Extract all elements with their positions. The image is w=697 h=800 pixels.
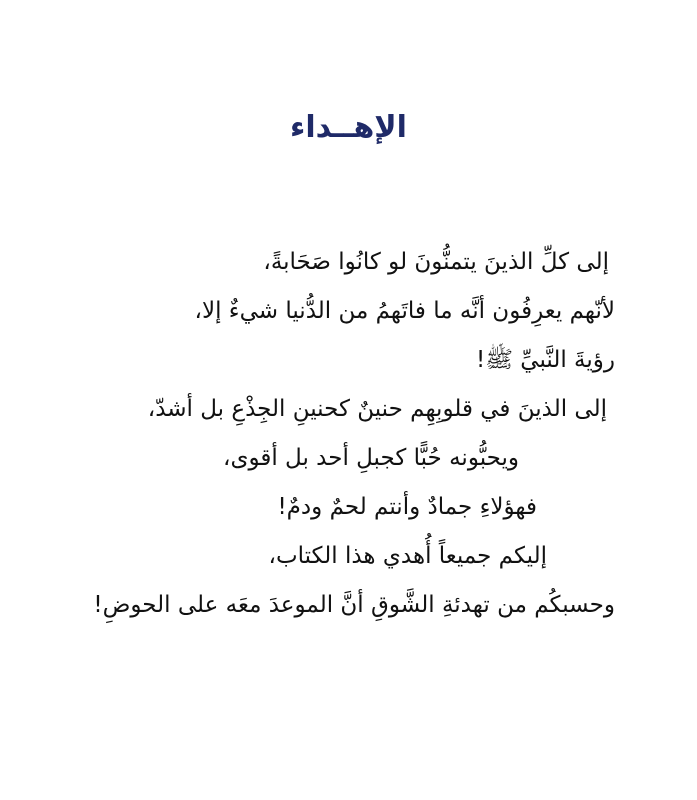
dedication-line: فهؤلاءِ جمادٌ وأنتم لحمٌ ودمٌ! <box>277 494 537 520</box>
page-title: الإهــداء <box>290 110 407 145</box>
dedication-line: وحسبكُم من تهدئةِ الشَّوقِ أنَّ الموعدَ معَه على الحوضِ! <box>93 592 615 618</box>
dedication-line: لأنّهم يعرِفُون أنَّه ما فاتَهمُ من الدُّنيا شيءٌ إلا، <box>194 298 615 324</box>
dedication-line: رؤيةَ النَّبيِّ ﷺ! <box>475 347 615 373</box>
dedication-line: إليكم جميعاً أُهدي هذا الكتاب، <box>268 543 547 569</box>
dedication-text <box>75 238 615 630</box>
dedication-line: إلى الذينَ في قلوبِهِم حنينٌ كحنينِ الجِذْعِ بل أشدّ، <box>147 396 607 422</box>
dedication-line: ويحبُّونه حُبًّا كجبلِ أحد بل أقوى، <box>223 445 519 471</box>
dedication-line: إلى كلِّ الذينَ يتمنُّونَ لو كانُوا صَحَابةً، <box>263 249 609 275</box>
